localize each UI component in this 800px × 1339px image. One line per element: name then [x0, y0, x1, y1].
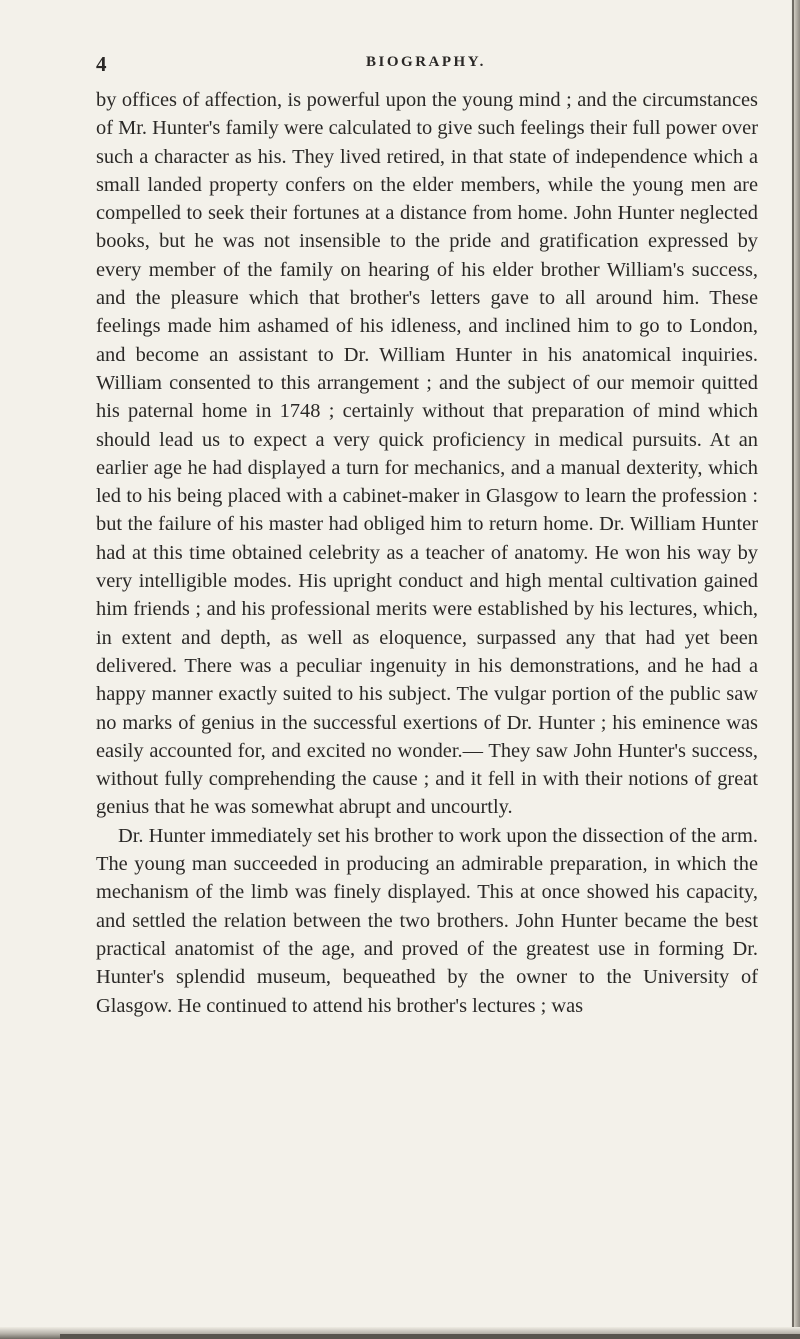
running-head	[96, 52, 756, 78]
body-text	[96, 86, 758, 1020]
bottom-edge-line	[60, 1334, 800, 1339]
paragraph-2: Dr. Hunter immediately set his brother to work upon the dissection of the arm. The young man succeeded in producing an admirable preparation, in which the mechanism of the limb was finely displayed. This at once showed his capacity, and settled the relation between the two brothers. John Hunter became the best practical anatomist of the age, and proved of the greatest use in forming Dr. Hunter's splendid museum, bequeathed by the owner to the University of Glasgow. He continued to attend his brother's lectures ; was	[96, 824, 758, 1017]
paragraph-1: by offices of affection, is powerful upon the young mind ; and the circumstances of Mr. Hunter's family were calculated to give such feelings their full power over such a character as his. They lived retired, in that state of independence which a small landed property confers on the elder members, while the young men are compelled to seek their fortunes at a distance from home. John Hunter neglected books, but he was not insensible to the pride and gratification expressed by every member of the family on hearing of his elder brother William's success, and the pleasure which that brother's letters gave to all around him. These feelings made him ashamed of his idleness, and inclined him to go to London, and become an assistant to Dr. William Hunter in his anatomical inquiries. William consented to this arrangement ; and the subject of our memoir quitted his paternal home in 1748 ; certainly without that preparation of mind which should lead us to expect a very quick proficiency in medical pursuits. At an earlier age he had displayed a turn for mechanics, and a manual dexterity, which led to his being placed with a cabinet-maker in Glasgow to learn the profession : but the failure of his master had obliged him to return home. Dr. William Hunter had at this time obtained celebrity as a teacher of anatomy. He won his way by very intelligible modes. His upright conduct and high mental cultivation gained him friends ; and his professional merits were established by his lectures, which, in extent and depth, as well as eloquence, surpassed any that had yet been delivered. There was a peculiar ingenuity in his demonstrations, and he had a happy manner exactly suited to his subject. The vulgar portion of the public saw no marks of genius in the successful exertions of Dr. Hunter ; his eminence was easily accounted for, and excited no wonder.— They saw John Hunter's success, without fully comprehending the cause ; and it fell in with their notions of great genius that he was somewhat abrupt and uncourtly.	[96, 89, 758, 819]
page-number: 4	[96, 52, 108, 76]
page-edge-line	[792, 0, 794, 1339]
running-title: BIOGRAPHY.	[366, 54, 486, 70]
